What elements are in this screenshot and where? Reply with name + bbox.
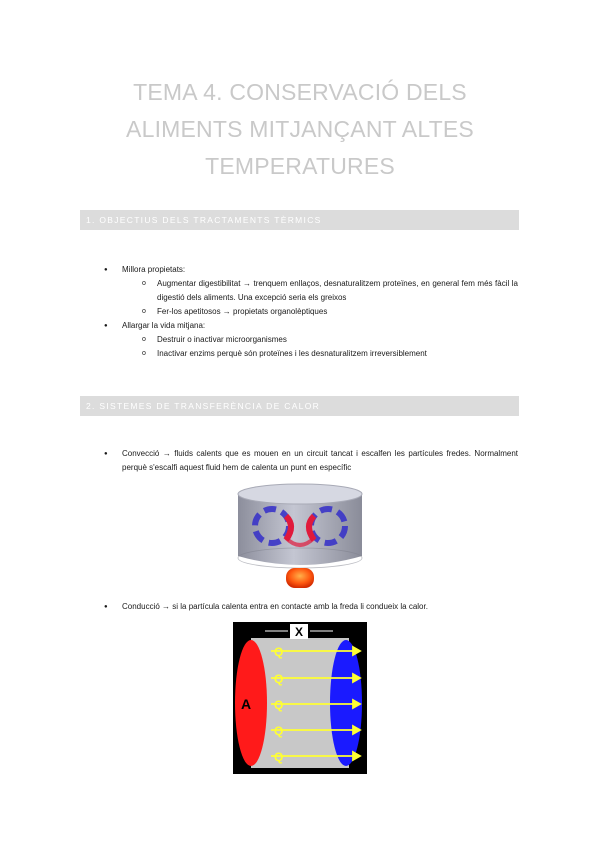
q-label: Q	[274, 724, 284, 738]
q-label: Q	[274, 698, 284, 712]
conduction-diagram	[233, 622, 367, 774]
list-item-convection: ● Convecció → fluids calents que es mouen en un circuit tancat i escalfen les partícules fredes. Normalment perquè s'escalfi aquest fluid hem de calenta un punt en específic	[100, 447, 518, 475]
list-item: ● Allargar la vida mitjana:	[100, 319, 518, 333]
q-label: Q	[274, 672, 284, 686]
sub-list-item: o Augmentar digestibilitat → trenquem enllaços, desnaturalitzem proteïnes, en general fem més fàcil la digestió dels aliments. Una excepció seria els greixos	[100, 277, 518, 305]
objectius-list	[100, 263, 518, 361]
sistemes-list	[100, 447, 518, 475]
sub-list-item: o Inactivar enzims perquè són proteïnes i les desnaturalitzem irreversiblement	[100, 347, 518, 361]
sistemes-list-2	[100, 600, 518, 614]
page-title: TEMA 4. CONSERVACIÓ DELS ALIMENTS MITJANÇANT ALTES TEMPERATURES	[126, 79, 474, 179]
sub-list-item: o Fer-los apetitosos → propietats organolèptiques	[100, 305, 518, 319]
list-item: ● Millora propietats:	[100, 263, 518, 277]
section-heading-sistemes: 2. SISTEMES DE TRANSFERÈNCIA DE CALOR	[80, 396, 519, 416]
hot-label: A	[240, 696, 252, 712]
section-heading-objectius: 1. OBJECTIUS DELS TRACTAMENTS TÈRMICS	[80, 210, 519, 230]
x-label: X	[294, 625, 304, 639]
q-label: Q	[274, 645, 284, 659]
convection-illustration	[230, 480, 370, 592]
list-item-conduction: ● Conducció → si la partícula calenta entra en contacte amb la freda li condueix la calor.	[100, 600, 518, 614]
q-label: Q	[274, 750, 284, 764]
sub-list-item: o Destruir o inactivar microorganismes	[100, 333, 518, 347]
